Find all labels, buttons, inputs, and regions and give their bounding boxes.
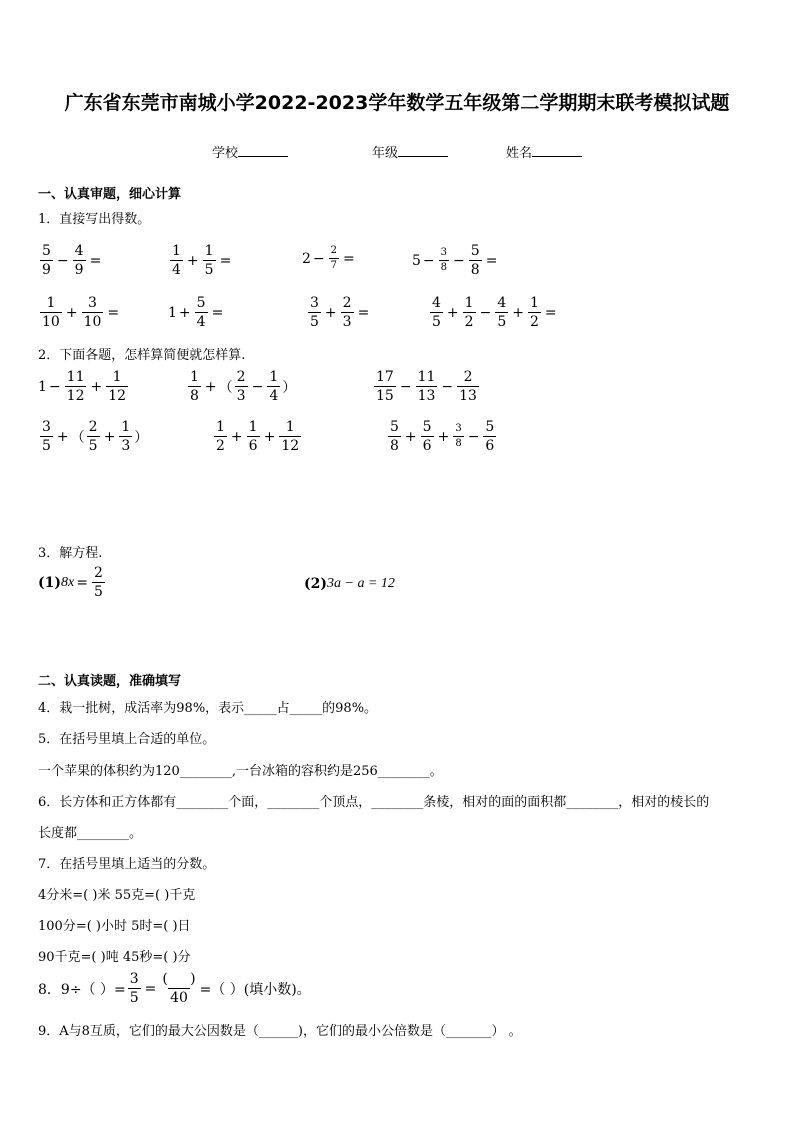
question-6-line1: 6．长方体和正方体都有________个面，________个顶点，________条棱，相对的面的面积都________，相对的棱长的: [38, 795, 710, 810]
question-7-line1: 4分米=( )米 55克=( )千克: [38, 888, 196, 903]
question-7-line3: 90千克=( )吨 45秒=( )分: [38, 950, 191, 965]
eq1-lhs: 8x: [61, 574, 75, 590]
q1-expr-5: $\frac{1}{10}$ + $\frac{3}{10}$ =: [42, 295, 120, 330]
q1-expr-2: $\frac{1}{4}$ + $\frac{1}{5}$ =: [172, 243, 232, 278]
question-5-line: 一个苹果的体积约为120________,一台冰箱的容积约是256________。: [38, 764, 443, 779]
name-blank[interactable]: [532, 142, 582, 157]
school-label: 学校: [212, 146, 239, 161]
school-field: [212, 142, 288, 161]
question-9: 9．A与8互质，它们的最大公因数是（______)，它们的最小公倍数是（_______） 。: [38, 1024, 522, 1039]
page-title: 广东省东莞市南城小学2022-2023学年数学五年级第二学期期末联考模拟试题: [64, 92, 730, 114]
q2-expr-4: $\frac{3}{5}$ + （ $\frac{2}{5}$ + $\frac{1}{3}$ ）: [42, 419, 149, 454]
section1-heading: 一、认真审题，细心计算: [38, 187, 182, 202]
equation-1: (1) 8x = $\frac{2}{5}$: [38, 565, 103, 600]
q2-expr-5: $\frac{1}{2}$ + $\frac{1}{6}$ + $\frac{1}{12}$: [216, 419, 300, 454]
question-5: 5．在括号里填上合适的单位。: [38, 732, 216, 747]
q2-expr-3: $\frac{17}{15}$ − $\frac{11}{13}$ − $\frac{2}{13}$: [376, 369, 477, 404]
q1-expr-7: $\frac{3}{5}$ + $\frac{2}{3}$ =: [310, 295, 370, 330]
grade-blank[interactable]: [398, 142, 448, 157]
q1-expr-1: $\frac{5}{9}$ − $\frac{4}{9}$ =: [42, 243, 102, 278]
q1-expr-3: 2 − $\frac{2}{7}$ =: [302, 245, 355, 271]
equation-2: (2) 3a − a = 12: [304, 576, 395, 592]
grade-field: [372, 142, 448, 161]
q2-expr-6: $\frac{5}{8}$ + $\frac{5}{6}$ + $\frac{3}{8}$ − $\frac{5}{6}$: [390, 419, 495, 454]
question-7: 7．在括号里填上适当的分数。: [38, 857, 216, 872]
q1-expr-4: 5 − $\frac{3}{8}$ − $\frac{5}{8}$ =: [412, 243, 498, 278]
name-label: 姓名: [506, 146, 533, 161]
question-6-line2: 长度都________。: [38, 826, 143, 841]
name-field: [506, 142, 582, 161]
question-1: 1．直接写出得数。: [38, 212, 151, 227]
q1-expr-6: 1 + $\frac{5}{4}$ =: [168, 295, 224, 330]
question-7-line2: 100分=( )小时 5时=( )日: [38, 919, 191, 934]
question-4: 4．栽一批树，成活率为98%，表示_____占_____的98%。: [38, 701, 378, 716]
question-8: 8．9÷（ ）= $\frac{3}{5}$ = $\frac{( )}{40}$ =（ ）(填小数)。: [38, 971, 311, 1006]
section2-heading: 二、认真读题，准确填写: [38, 674, 182, 689]
q1-expr-8: $\frac{4}{5}$ + $\frac{1}{2}$ − $\frac{4}{5}$ + $\frac{1}{2}$ =: [432, 295, 557, 330]
q2-expr-2: $\frac{1}{8}$ + （ $\frac{2}{3}$ − $\frac{1}{4}$ ）: [190, 369, 297, 404]
q2-expr-1: 1 − $\frac{11}{12}$ + $\frac{1}{12}$: [38, 369, 127, 404]
grade-label: 年级: [372, 146, 399, 161]
question-3: 3．解方程.: [38, 546, 103, 561]
school-blank[interactable]: [238, 142, 288, 157]
question-2: 2．下面各题，怎样算简便就怎样算.: [38, 348, 246, 363]
